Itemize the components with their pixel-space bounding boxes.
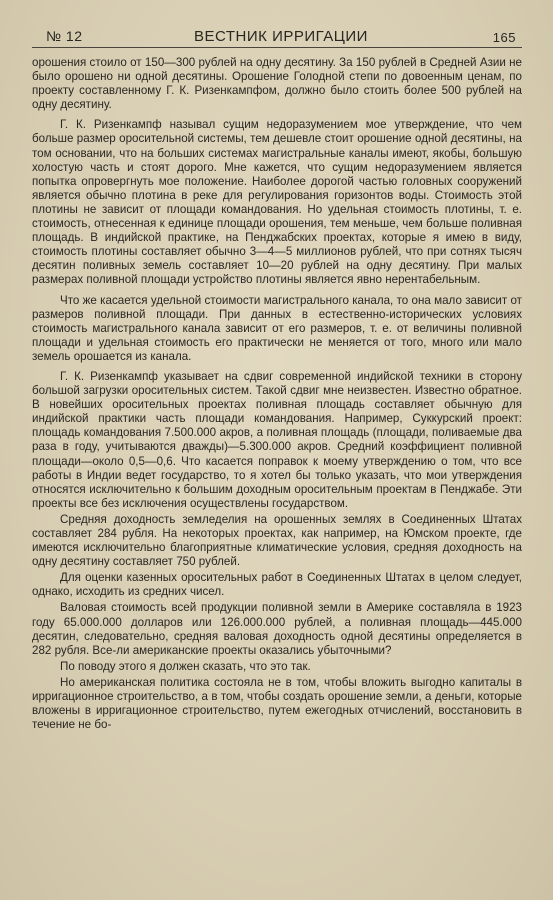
page-number: 165 — [492, 30, 516, 45]
paragraph: Средняя доходность земледелия на орошенных землях в Соединенных Штатах составляет 284 рубля. На некоторых проектах, как например, на Юмском проекте, где имеются исключительно благоприятные климатические условия, средняя доходность на одну десятину составляет 750 рублей. — [32, 512, 522, 569]
paragraph: Но американская политика состояла не в том, чтобы вложить выгодно капиталы в ирригационное строительство, а в том, чтобы создать орошение земли, а деньги, которые вложены в ирригационное строительство, путем ежегодных отчислений, восстановить в течение не бо- — [32, 675, 522, 732]
paragraph: Г. К. Ризенкампф указывает на сдвиг современной индийской техники в сторону большой загрузки оросительных систем. Такой сдвиг мне неизвестен. Известно обратное. В новейших оросительных проектах поливная площадь составляет обычную для индийской практики часть площади командования. Например, Суккурский проект: площадь командования 7.500.000 акров, а поливная площадь (площади, поливаемые два раза в году, учитываются дважды)—5.300.000 акров. Средний коэффициент поливной площади—около 0,5—0,6. Что касается поправок к моему утверждению о том, что все работы в Индии ведет государство, то я хотел бы только указать, что мои утверждения относятся исключительно к большим доходным оросительным проектам в Пенджабе. Эти проекты все без исключения осуществлены государством. — [32, 369, 522, 510]
paragraph: По поводу этого я должен сказать, что это так. — [60, 659, 311, 673]
header-rule — [32, 47, 522, 48]
article-body — [32, 56, 522, 734]
paragraph: Что же касается удельной стоимости магистрального канала, то она мало зависит от размеров поливной площади. При данных в естественно-исторических условиях стоимость магистрального канала зависит от его размеров, т. е. от величины поливной площади и удельная стоимость его практически не меняется от того, много или мало земель орошается из канала. — [32, 293, 522, 363]
paragraph: Для оценки казенных оросительных работ в Соединенных Штатах в целом следует, однако, исходить из средних чисел. — [32, 571, 522, 599]
issue-number: № 12 — [46, 28, 83, 44]
paragraph: орошения стоило от 150—300 рублей на одну десятину. За 150 рублей в Средней Азии не было орошено ни одной десятины. Орошение Голодной степи по довоенным ценам, по проекту составленному Г. К. Ризенкампфом, должно было стоить более 500 рублей на одну десятину. — [32, 56, 522, 112]
running-header — [46, 26, 516, 48]
journal-title: ВЕСТНИК ИРРИГАЦИИ — [194, 28, 368, 45]
paragraph: Г. К. Ризенкампф называл сущим недоразумением мое утверждение, что чем больше размер оросительной системы, тем дешевле стоит орошение одной десятины, на том основании, что на больших системах магистральные каналы имеют, якобы, большую холостую часть и стоят дорого. Мне кажется, что сущим недоразумением является попытка опровергнуть мое положение. Наиболее дорогой частью головных сооружений является обычно плотина в реке для регулирования горизонтов воды. Стоимость этой плотины не зависит от площади командования. Но удельная стоимость плотины, т. е. стоимость, отнесенная к единице площади орошения, тем меньше, чем больше поливная площадь. В индийской практике, на Пенджабских проектах, которые я имею в виду, стоимость плотины составляет обычно 3—4—5 миллионов рублей, что при сотнях тысяч десятин поливных земель составляет 10—20 рублей на одну десятину. При малых размерах поливной площади устройство плотины является явно нерентабельным. — [32, 118, 522, 287]
paragraph: Валовая стоимость всей продукции поливной земли в Америке составляла в 1923 году 65.000.000 долларов или 126.000.000 рублей, а поливная площадь—445.000 десятин, следовательно, средняя валовая доходность одной десятины определяется в 282 рубля. Все-ли американские проекты оказались убыточными? — [32, 601, 522, 657]
